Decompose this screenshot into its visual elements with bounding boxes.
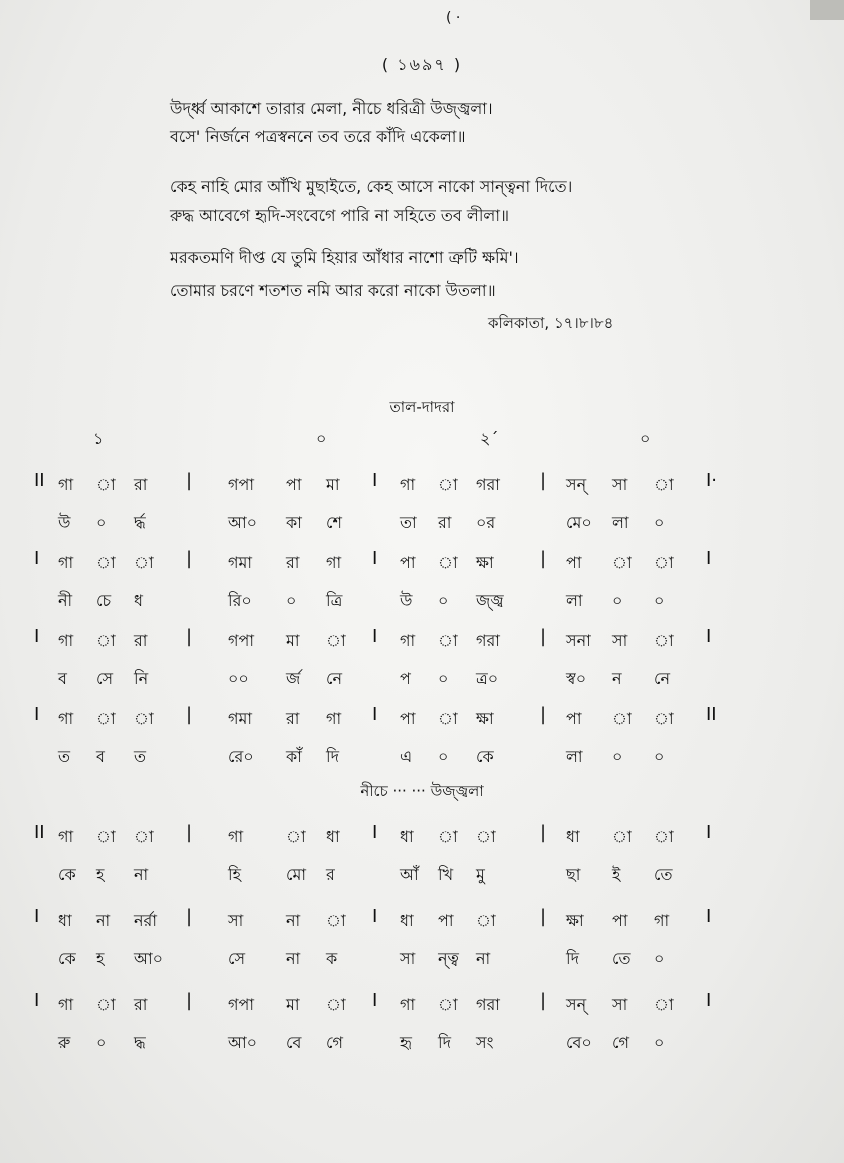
lyric-syllable: ০ — [438, 669, 449, 688]
swara-note: গমা — [228, 709, 253, 728]
swara-note: গপা — [228, 631, 254, 650]
scan-edge — [810, 0, 844, 20]
lyric-syllable: তা — [400, 513, 417, 532]
lyric-syllable: ০র — [476, 513, 496, 532]
lyric-syllable: ০ — [654, 591, 665, 610]
swara-note: সা — [228, 911, 244, 930]
poem-line-5: মরকতমণি দীপ্ত যে তুমি হিয়ার আঁধার নাশো ত্রুটি ক্ষমি'। — [170, 248, 519, 267]
swara-note: সা — [612, 995, 628, 1014]
bar-line: | — [186, 704, 193, 725]
swara-note: া — [96, 827, 116, 846]
swara-note: া — [612, 553, 632, 572]
lyric-syllable: ০ — [96, 1033, 107, 1052]
lyric-syllable: দি — [326, 747, 339, 766]
lyric-syllable: ০ — [438, 747, 449, 766]
swara-note: গা — [400, 475, 416, 494]
lyric-syllable: লা — [566, 747, 583, 766]
swara-note: া — [326, 631, 346, 650]
lyric-syllable: কে — [58, 865, 76, 884]
lyric-syllable: মো — [286, 865, 307, 884]
swara-note: া — [96, 475, 116, 494]
lyric-syllable: ০ — [654, 1033, 665, 1052]
lyric-syllable: গে — [326, 1033, 343, 1052]
swara-note: সন্ — [566, 475, 587, 494]
lyric-syllable: ন — [612, 669, 622, 688]
lyric-syllable: ই — [612, 865, 621, 884]
lyric-syllable: ০ — [654, 513, 665, 532]
beat-mark-3: ২´ — [480, 429, 499, 448]
lyric-syllable: বে — [286, 1033, 302, 1052]
beat-mark-2: ০ — [316, 429, 327, 448]
bar-line: I — [372, 906, 378, 927]
swara-note: া — [654, 709, 674, 728]
swara-note: া — [438, 475, 458, 494]
swara-note: ক্ষা — [476, 709, 494, 728]
refrain-separator: নীচে ··· ··· উজ্জ্বলা — [360, 782, 484, 800]
bar-line: II — [34, 470, 45, 491]
lyric-syllable: ০ — [654, 747, 665, 766]
bar-line: I — [706, 906, 712, 927]
lyric-syllable: শে — [326, 513, 342, 532]
lyric-syllable: মু — [476, 865, 485, 884]
bar-line: I — [372, 626, 378, 647]
swara-note: গা — [58, 827, 74, 846]
swara-note: পা — [286, 475, 302, 494]
swara-note: রা — [134, 995, 148, 1014]
swara-note: া — [612, 827, 632, 846]
lyric-syllable: নি — [134, 669, 149, 688]
lyric-syllable: কে — [476, 747, 494, 766]
bar-line: | — [540, 470, 547, 491]
swara-note: া — [438, 995, 458, 1014]
swara-note: পা — [438, 911, 454, 930]
lyric-syllable: রি০ — [228, 591, 252, 610]
swara-note: া — [326, 911, 346, 930]
bar-line: I — [34, 626, 40, 647]
lyric-syllable: আ০ — [228, 1033, 258, 1052]
bar-line: I — [372, 704, 378, 725]
swara-note: ক্ষা — [476, 553, 494, 572]
swara-note: গা — [58, 475, 74, 494]
lyric-syllable: ক — [326, 949, 338, 968]
swara-note: রা — [286, 553, 300, 572]
swara-note: গা — [654, 911, 670, 930]
lyric-syllable: না — [476, 949, 491, 968]
lyric-syllable: ছা — [566, 865, 581, 884]
bar-line: I· — [706, 470, 718, 491]
lyric-syllable: ন্ত্ব — [438, 949, 459, 968]
swara-note: ক্ষা — [566, 911, 584, 930]
lyric-syllable: র — [326, 865, 335, 884]
bar-line: | — [540, 548, 547, 569]
lyric-syllable: ত্র০ — [476, 669, 499, 688]
lyric-syllable: নে — [326, 669, 343, 688]
bar-line: | — [186, 822, 193, 843]
swara-note: পা — [400, 553, 416, 572]
lyric-syllable: র্জ — [286, 669, 301, 688]
bar-line: I — [706, 548, 712, 569]
bar-line: | — [540, 822, 547, 843]
swara-note: ধা — [58, 911, 72, 930]
swara-note: া — [96, 631, 116, 650]
bar-line: | — [186, 906, 193, 927]
swara-note: ধা — [326, 827, 340, 846]
poem-line-3: কেহ নাহি মোর আঁখি মুছাইতে, কেহ আসে নাকো সান্ত্বনা দিতে। — [170, 177, 573, 196]
lyric-syllable: সে — [228, 949, 246, 968]
swara-note: া — [654, 827, 674, 846]
lyric-syllable: চে — [96, 591, 112, 610]
lyric-syllable: ০ — [438, 591, 449, 610]
lyric-syllable: এ — [400, 747, 413, 766]
lyric-syllable: ০ — [286, 591, 297, 610]
lyric-syllable: ত — [58, 747, 71, 766]
lyric-syllable: হৃ — [400, 1033, 412, 1052]
swara-note: গা — [58, 553, 74, 572]
lyric-syllable: না — [286, 949, 301, 968]
bar-line: | — [540, 906, 547, 927]
swara-note: া — [96, 553, 116, 572]
swara-note: না — [286, 911, 301, 930]
lyric-syllable: তে — [612, 949, 631, 968]
bar-line: | — [186, 548, 193, 569]
lyric-syllable: র্দ্ধ — [134, 513, 146, 532]
lyric-syllable: কে — [58, 949, 76, 968]
bar-line: II — [706, 704, 717, 725]
bar-line: | — [540, 990, 547, 1011]
swara-note: গপা — [228, 995, 254, 1014]
lyric-syllable: খি — [438, 865, 454, 884]
swara-note: গরা — [476, 995, 500, 1014]
poem-line-1: উর্দ্ধ্ব আকাশে তারার মেলা, নীচে ধরিত্রী উজ্জ্বলা। — [170, 99, 493, 118]
swara-note: গরা — [476, 475, 500, 494]
bar-line: I — [706, 626, 712, 647]
bar-line: I — [372, 548, 378, 569]
swara-note: া — [612, 709, 632, 728]
lyric-syllable: হ — [96, 865, 105, 884]
poem-line-2: বসে' নির্জনে পত্রস্বননে তব তরে কাঁদি একেলা॥ — [170, 127, 466, 146]
lyric-syllable: ব — [96, 747, 105, 766]
swara-note: নর্রা — [134, 911, 157, 930]
bar-line: I — [372, 990, 378, 1011]
lyric-syllable: হ — [96, 949, 105, 968]
swara-note: মা — [286, 995, 300, 1014]
lyric-syllable: সং — [476, 1033, 494, 1052]
lyric-syllable: দি — [438, 1033, 451, 1052]
swara-note: সা — [612, 475, 628, 494]
lyric-syllable: দি — [566, 949, 579, 968]
lyric-syllable: রা — [438, 513, 452, 532]
lyric-syllable: ব — [58, 669, 67, 688]
lyric-syllable: উ — [58, 513, 71, 532]
lyric-syllable: নে — [654, 669, 671, 688]
swara-note: পা — [612, 911, 628, 930]
swara-note: া — [654, 475, 674, 494]
lyric-syllable: ০ — [654, 949, 665, 968]
swara-note: া — [476, 827, 496, 846]
lyric-syllable: না — [134, 865, 149, 884]
lyric-syllable: রু — [58, 1033, 71, 1052]
page-number: ( ১৬৯৭ ) — [381, 55, 463, 74]
swara-note: া — [134, 827, 154, 846]
bar-line: | — [540, 626, 547, 647]
swara-note: মা — [286, 631, 300, 650]
lyric-syllable: সা — [400, 949, 416, 968]
swara-note: া — [438, 631, 458, 650]
swara-note: া — [96, 709, 116, 728]
swara-note: পা — [566, 709, 582, 728]
bar-line: I — [372, 822, 378, 843]
swara-note: রা — [134, 475, 148, 494]
swara-note: গরা — [476, 631, 500, 650]
swara-note: া — [326, 995, 346, 1014]
bar-line: I — [372, 470, 378, 491]
swara-note: া — [654, 995, 674, 1014]
beat-mark-4: ০ — [640, 429, 651, 448]
tala-name: তাল-দাদরা — [389, 398, 455, 416]
lyric-syllable: প — [400, 669, 411, 688]
lyric-syllable: সে — [96, 669, 114, 688]
lyric-syllable: আ০ — [228, 513, 258, 532]
lyric-syllable: ত্রি — [326, 591, 343, 610]
lyric-syllable: ত — [134, 747, 147, 766]
swara-note: া — [438, 709, 458, 728]
beat-mark-1: ১ — [93, 429, 104, 448]
bar-line: | — [186, 626, 193, 647]
swara-note: গা — [400, 631, 416, 650]
swara-note: না — [96, 911, 111, 930]
swara-note: া — [438, 827, 458, 846]
lyric-syllable: জ্জ্ব — [476, 591, 504, 610]
top-mark: ( · — [446, 10, 461, 26]
swara-note: সা — [612, 631, 628, 650]
swara-note: ধা — [400, 827, 414, 846]
bar-line: I — [34, 906, 40, 927]
swara-note: ধা — [566, 827, 580, 846]
lyric-syllable: মে০ — [566, 513, 592, 532]
bar-line: | — [540, 704, 547, 725]
lyric-syllable: ধ — [134, 591, 143, 610]
poem-line-6: তোমার চরণে শতশত নমি আর করো নাকো উতলা॥ — [170, 281, 496, 300]
place-date: কলিকাতা, ১৭।৮।৮৪ — [488, 314, 614, 332]
swara-note: রা — [286, 709, 300, 728]
lyric-syllable: ০০ — [228, 669, 249, 688]
swara-note: া — [286, 827, 306, 846]
bar-line: | — [186, 470, 193, 491]
swara-note: া — [654, 631, 674, 650]
bar-line: I — [34, 548, 40, 569]
swara-note: া — [96, 995, 116, 1014]
bar-line: I — [34, 990, 40, 1011]
swara-note: মা — [326, 475, 340, 494]
lyric-syllable: রে০ — [228, 747, 254, 766]
poem-line-4: রুদ্ধ আবেগে হৃদি-সংবেগে পারি না সহিতে তব লীলা॥ — [170, 206, 510, 225]
swara-note: পা — [400, 709, 416, 728]
bar-line: II — [34, 822, 45, 843]
swara-note: গা — [58, 709, 74, 728]
swara-note: গা — [400, 995, 416, 1014]
bar-line: I — [706, 822, 712, 843]
swara-note: গা — [58, 995, 74, 1014]
lyric-syllable: ০ — [96, 513, 107, 532]
swara-note: সন্ — [566, 995, 587, 1014]
swara-note: রা — [134, 631, 148, 650]
swara-note: পা — [566, 553, 582, 572]
bar-line: I — [706, 990, 712, 1011]
swara-note: সনা — [566, 631, 591, 650]
swara-note: গপা — [228, 475, 254, 494]
lyric-syllable: স্ব০ — [566, 669, 587, 688]
swara-note: গা — [326, 553, 342, 572]
swara-note: গমা — [228, 553, 253, 572]
bar-line: I — [34, 704, 40, 725]
swara-note: ধা — [400, 911, 414, 930]
lyric-syllable: ০ — [612, 591, 623, 610]
lyric-syllable: নী — [58, 591, 73, 610]
swara-note: া — [134, 553, 154, 572]
lyric-syllable: লা — [612, 513, 629, 532]
lyric-syllable: গে — [612, 1033, 629, 1052]
lyric-syllable: তে — [654, 865, 673, 884]
swara-note: গা — [326, 709, 342, 728]
lyric-syllable: বে০ — [566, 1033, 592, 1052]
lyric-syllable: আঁ — [400, 865, 419, 884]
swara-note: া — [476, 911, 496, 930]
swara-note: া — [134, 709, 154, 728]
bar-line: | — [186, 990, 193, 1011]
lyric-syllable: কা — [286, 513, 302, 532]
lyric-syllable: আ০ — [134, 949, 164, 968]
swara-note: গা — [58, 631, 74, 650]
lyric-syllable: হি — [228, 865, 241, 884]
swara-note: া — [654, 553, 674, 572]
lyric-syllable: দ্ধ — [134, 1033, 146, 1052]
swara-note: া — [438, 553, 458, 572]
lyric-syllable: উ — [400, 591, 413, 610]
lyric-syllable: ০ — [612, 747, 623, 766]
lyric-syllable: লা — [566, 591, 583, 610]
lyric-syllable: কাঁ — [286, 747, 302, 766]
swara-note: গা — [228, 827, 244, 846]
